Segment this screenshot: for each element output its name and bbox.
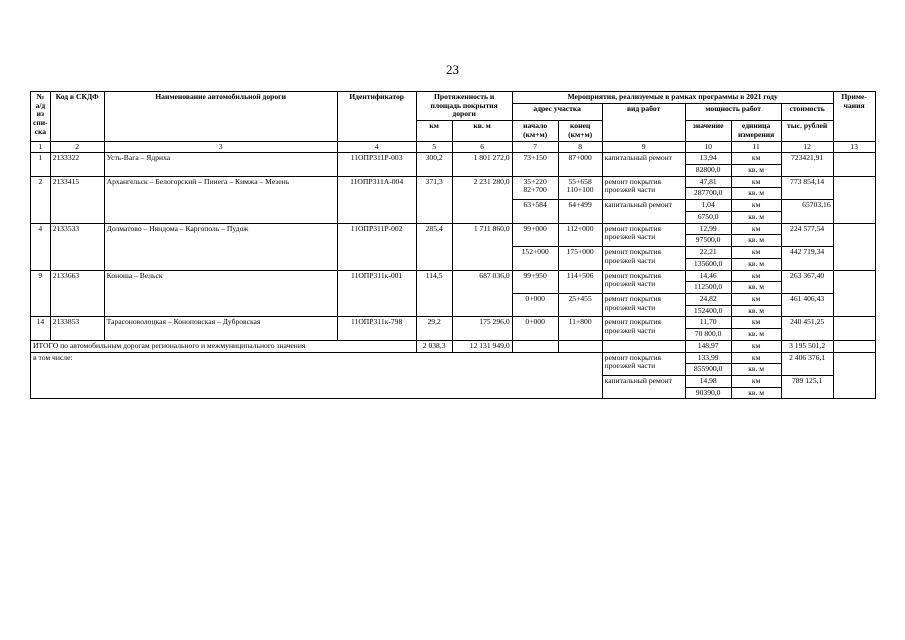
length-km: 29,2 — [416, 317, 452, 340]
road-id: 11ОПР311Р-003 — [337, 153, 416, 176]
start-km: 99+000 — [512, 223, 558, 246]
notes-cell — [833, 352, 875, 399]
power-unit: км — [731, 352, 781, 364]
notes-cell — [833, 176, 875, 223]
road-id: 11ОПР311Р-002 — [337, 223, 416, 270]
start-km: 35+220 82+700 — [512, 176, 558, 199]
end-km: 11+800 — [558, 317, 602, 340]
header-row-1 — [31, 92, 876, 104]
notes-header: Приме-чания — [833, 92, 875, 142]
notes-cell — [833, 153, 875, 176]
work-type: ремонт покрытия проезжей части — [602, 223, 685, 246]
power-unit: кв. м — [731, 387, 781, 399]
table-row — [31, 176, 876, 188]
notes-cell — [833, 223, 875, 270]
km-header: км — [416, 121, 452, 141]
table-row — [31, 223, 876, 235]
start-km: 152+000 — [512, 247, 558, 270]
empty-cell — [558, 340, 602, 352]
total-label: ИТОГО по автомобильным дорогам регионального и межмуниципального значения — [31, 340, 417, 352]
power-value: 13,94 — [685, 153, 731, 165]
start-km: 99+950 — [512, 270, 558, 293]
start-header: начало (км+м) — [512, 121, 558, 141]
power-value: 1,04 — [685, 200, 731, 212]
road-program-table — [30, 91, 876, 399]
col-number: 2 — [50, 141, 104, 153]
work-type: капитальный ремонт — [602, 375, 685, 398]
power-value: 22,21 — [685, 247, 731, 259]
power-value: 112500,0 — [685, 282, 731, 294]
power-value: 24,82 — [685, 293, 731, 305]
col-number: 7 — [512, 141, 558, 153]
col-number: 10 — [685, 141, 731, 153]
end-km: 64+499 — [558, 200, 602, 223]
power-value: 14,46 — [685, 270, 731, 282]
area-sqm: 1 801 272,0 — [452, 153, 512, 176]
road-id: 11ОПР311к-001 — [337, 270, 416, 317]
length-km: 300,2 — [416, 153, 452, 176]
power-unit: км — [731, 223, 781, 235]
notes-cell — [833, 340, 875, 352]
power-unit: км — [731, 270, 781, 282]
road-name: Тарасоноволоцкая – Коноповская – Дубровская — [104, 317, 337, 340]
power-value: 152400,0 — [685, 305, 731, 317]
notes-cell — [833, 270, 875, 317]
length-group-header: Протяженность и площадь покрытия дороги — [416, 92, 512, 121]
row-num: 1 — [31, 153, 51, 176]
col-number: 9 — [602, 141, 685, 153]
power-unit: кв. м — [731, 188, 781, 200]
row-num: 4 — [31, 223, 51, 270]
power-unit: кв. м — [731, 258, 781, 270]
unit-header: единица измерения — [731, 121, 781, 141]
work-type: ремонт покрытия проезжей части — [602, 247, 685, 270]
cost-header: стоимость — [781, 103, 833, 120]
start-km: 0+000 — [512, 317, 558, 340]
power-unit: кв. м — [731, 235, 781, 247]
col-number: 12 — [781, 141, 833, 153]
col-id-header: Идентификатор — [337, 92, 416, 142]
length-km: 114,5 — [416, 270, 452, 317]
end-header: конец (км+м) — [558, 121, 602, 141]
end-km: 55+658 110+100 — [558, 176, 602, 199]
work-type: ремонт покрытия проезжей части — [602, 293, 685, 316]
row-code: 2133853 — [50, 317, 104, 340]
cost-value: 773 854,14 — [781, 176, 833, 199]
power-value: 6750,0 — [685, 211, 731, 223]
start-km: 73+150 — [512, 153, 558, 176]
column-number-row — [31, 141, 876, 153]
power-value: 135600,0 — [685, 258, 731, 270]
start-km: 63+584 — [512, 200, 558, 223]
row-code: 2133533 — [50, 223, 104, 270]
col-number: 8 — [558, 141, 602, 153]
value-header: значение — [685, 121, 731, 141]
end-km: 87+000 — [558, 153, 602, 176]
col-code-header: Код в СКДФ — [50, 92, 104, 142]
area-sqm: 687 036,0 — [452, 270, 512, 317]
work-type: капитальный ремонт — [602, 153, 685, 176]
power-value: 11,70 — [685, 317, 731, 329]
cost-value: 461 406,43 — [781, 293, 833, 316]
area-sqm: 2 231 280,0 — [452, 176, 512, 223]
notes-cell — [833, 317, 875, 340]
power-value: 14,98 — [685, 375, 731, 387]
power-value: 133,99 — [685, 352, 731, 364]
power-unit: км — [731, 317, 781, 329]
col-name-header: Наименование автомобильной дороги — [104, 92, 337, 142]
area-sqm: 175 296,0 — [452, 317, 512, 340]
total-unit: км — [731, 340, 781, 352]
page-number: 23 — [446, 62, 459, 77]
cost-value: 65703,16 — [781, 200, 833, 223]
power-header: мощность работ — [685, 103, 781, 120]
power-unit: кв. м — [731, 364, 781, 376]
power-value: 855900,0 — [685, 364, 731, 376]
cost-unit-header: тыс. рублей — [781, 121, 833, 141]
work-type: ремонт покрытия проезжей части — [602, 270, 685, 293]
cost-value: 789 125,1 — [781, 375, 833, 398]
end-km: 114+506 — [558, 270, 602, 293]
cost-value: 723421,91 — [781, 153, 833, 176]
power-unit: кв. м — [731, 282, 781, 294]
power-value: 287700,0 — [685, 188, 731, 200]
col-number: 11 — [731, 141, 781, 153]
road-id: 11ОПР311к-798 — [337, 317, 416, 340]
power-unit: кв. м — [731, 165, 781, 177]
total-value: 148,97 — [685, 340, 731, 352]
empty-cell — [512, 340, 558, 352]
power-unit: км — [731, 293, 781, 305]
total-km: 2 038,3 — [416, 340, 452, 352]
row-code: 2133663 — [50, 270, 104, 317]
table-row — [31, 153, 876, 165]
sqm-header: кв. м — [452, 121, 512, 141]
power-value: 70 800,0 — [685, 329, 731, 341]
col-number: 4 — [337, 141, 416, 153]
power-unit: км — [731, 153, 781, 165]
area-sqm: 1 711 860,0 — [452, 223, 512, 270]
start-km: 0+000 — [512, 293, 558, 316]
road-name: Коноша – Вельск — [104, 270, 337, 317]
col-number: 3 — [104, 141, 337, 153]
power-unit: км — [731, 200, 781, 212]
cost-value: 442 719,34 — [781, 247, 833, 270]
col-number: 5 — [416, 141, 452, 153]
total-row — [31, 340, 876, 352]
cost-value: 263 367,40 — [781, 270, 833, 293]
cost-value: 2 406 376,1 — [781, 352, 833, 375]
cost-value: 240 451,25 — [781, 317, 833, 340]
end-km: 112+000 — [558, 223, 602, 246]
power-unit: кв. м — [731, 305, 781, 317]
power-value: 47,81 — [685, 176, 731, 188]
work-type: ремонт покрытия проезжей части — [602, 352, 685, 375]
empty-cell — [602, 340, 685, 352]
col-number: 13 — [833, 141, 875, 153]
end-km: 175+000 — [558, 247, 602, 270]
table-row — [31, 352, 876, 364]
work-type: ремонт покрытия проезжей части — [602, 317, 685, 340]
row-num: 2 — [31, 176, 51, 223]
power-value: 12,99 — [685, 223, 731, 235]
power-value: 82800,0 — [685, 165, 731, 177]
end-km: 25+455 — [558, 293, 602, 316]
total-cost: 3 195 501,2 — [781, 340, 833, 352]
power-unit: кв. м — [731, 211, 781, 223]
work-type: ремонт покрытия проезжей части — [602, 176, 685, 199]
cost-value: 224 577,54 — [781, 223, 833, 246]
road-id: 11ОПР311А-004 — [337, 176, 416, 223]
col-num-header: № а/д из спи-ска — [31, 92, 51, 142]
work-type: капитальный ремонт — [602, 200, 685, 223]
table-row — [31, 270, 876, 282]
row-code: 2133415 — [50, 176, 104, 223]
length-km: 371,3 — [416, 176, 452, 223]
power-value: 97500,0 — [685, 235, 731, 247]
total-sqm: 12 131 949,0 — [452, 340, 512, 352]
row-num: 9 — [31, 270, 51, 317]
power-unit: км — [731, 247, 781, 259]
power-value: 90390,0 — [685, 387, 731, 399]
table-row — [31, 317, 876, 329]
length-km: 285,4 — [416, 223, 452, 270]
power-unit: кв. м — [731, 329, 781, 341]
power-unit: км — [731, 375, 781, 387]
power-unit: км — [731, 176, 781, 188]
address-header: адрес участка — [512, 103, 602, 120]
col-number: 1 — [31, 141, 51, 153]
road-name: Долматово – Няндома – Каргополь – Пудож — [104, 223, 337, 270]
col-number: 6 — [452, 141, 512, 153]
including-label: в том числе: — [31, 352, 603, 399]
work-type-header: вид работ — [602, 103, 685, 141]
road-name: Архангельск – Белогорский – Пинега – Кимжа – Мезень — [104, 176, 337, 223]
road-name: Усть-Вага – Ядриха — [104, 153, 337, 176]
row-code: 2133322 — [50, 153, 104, 176]
events-group-header: Мероприятия, реализуемые в рамках программы в 2021 году — [512, 92, 833, 104]
row-num: 14 — [31, 317, 51, 340]
